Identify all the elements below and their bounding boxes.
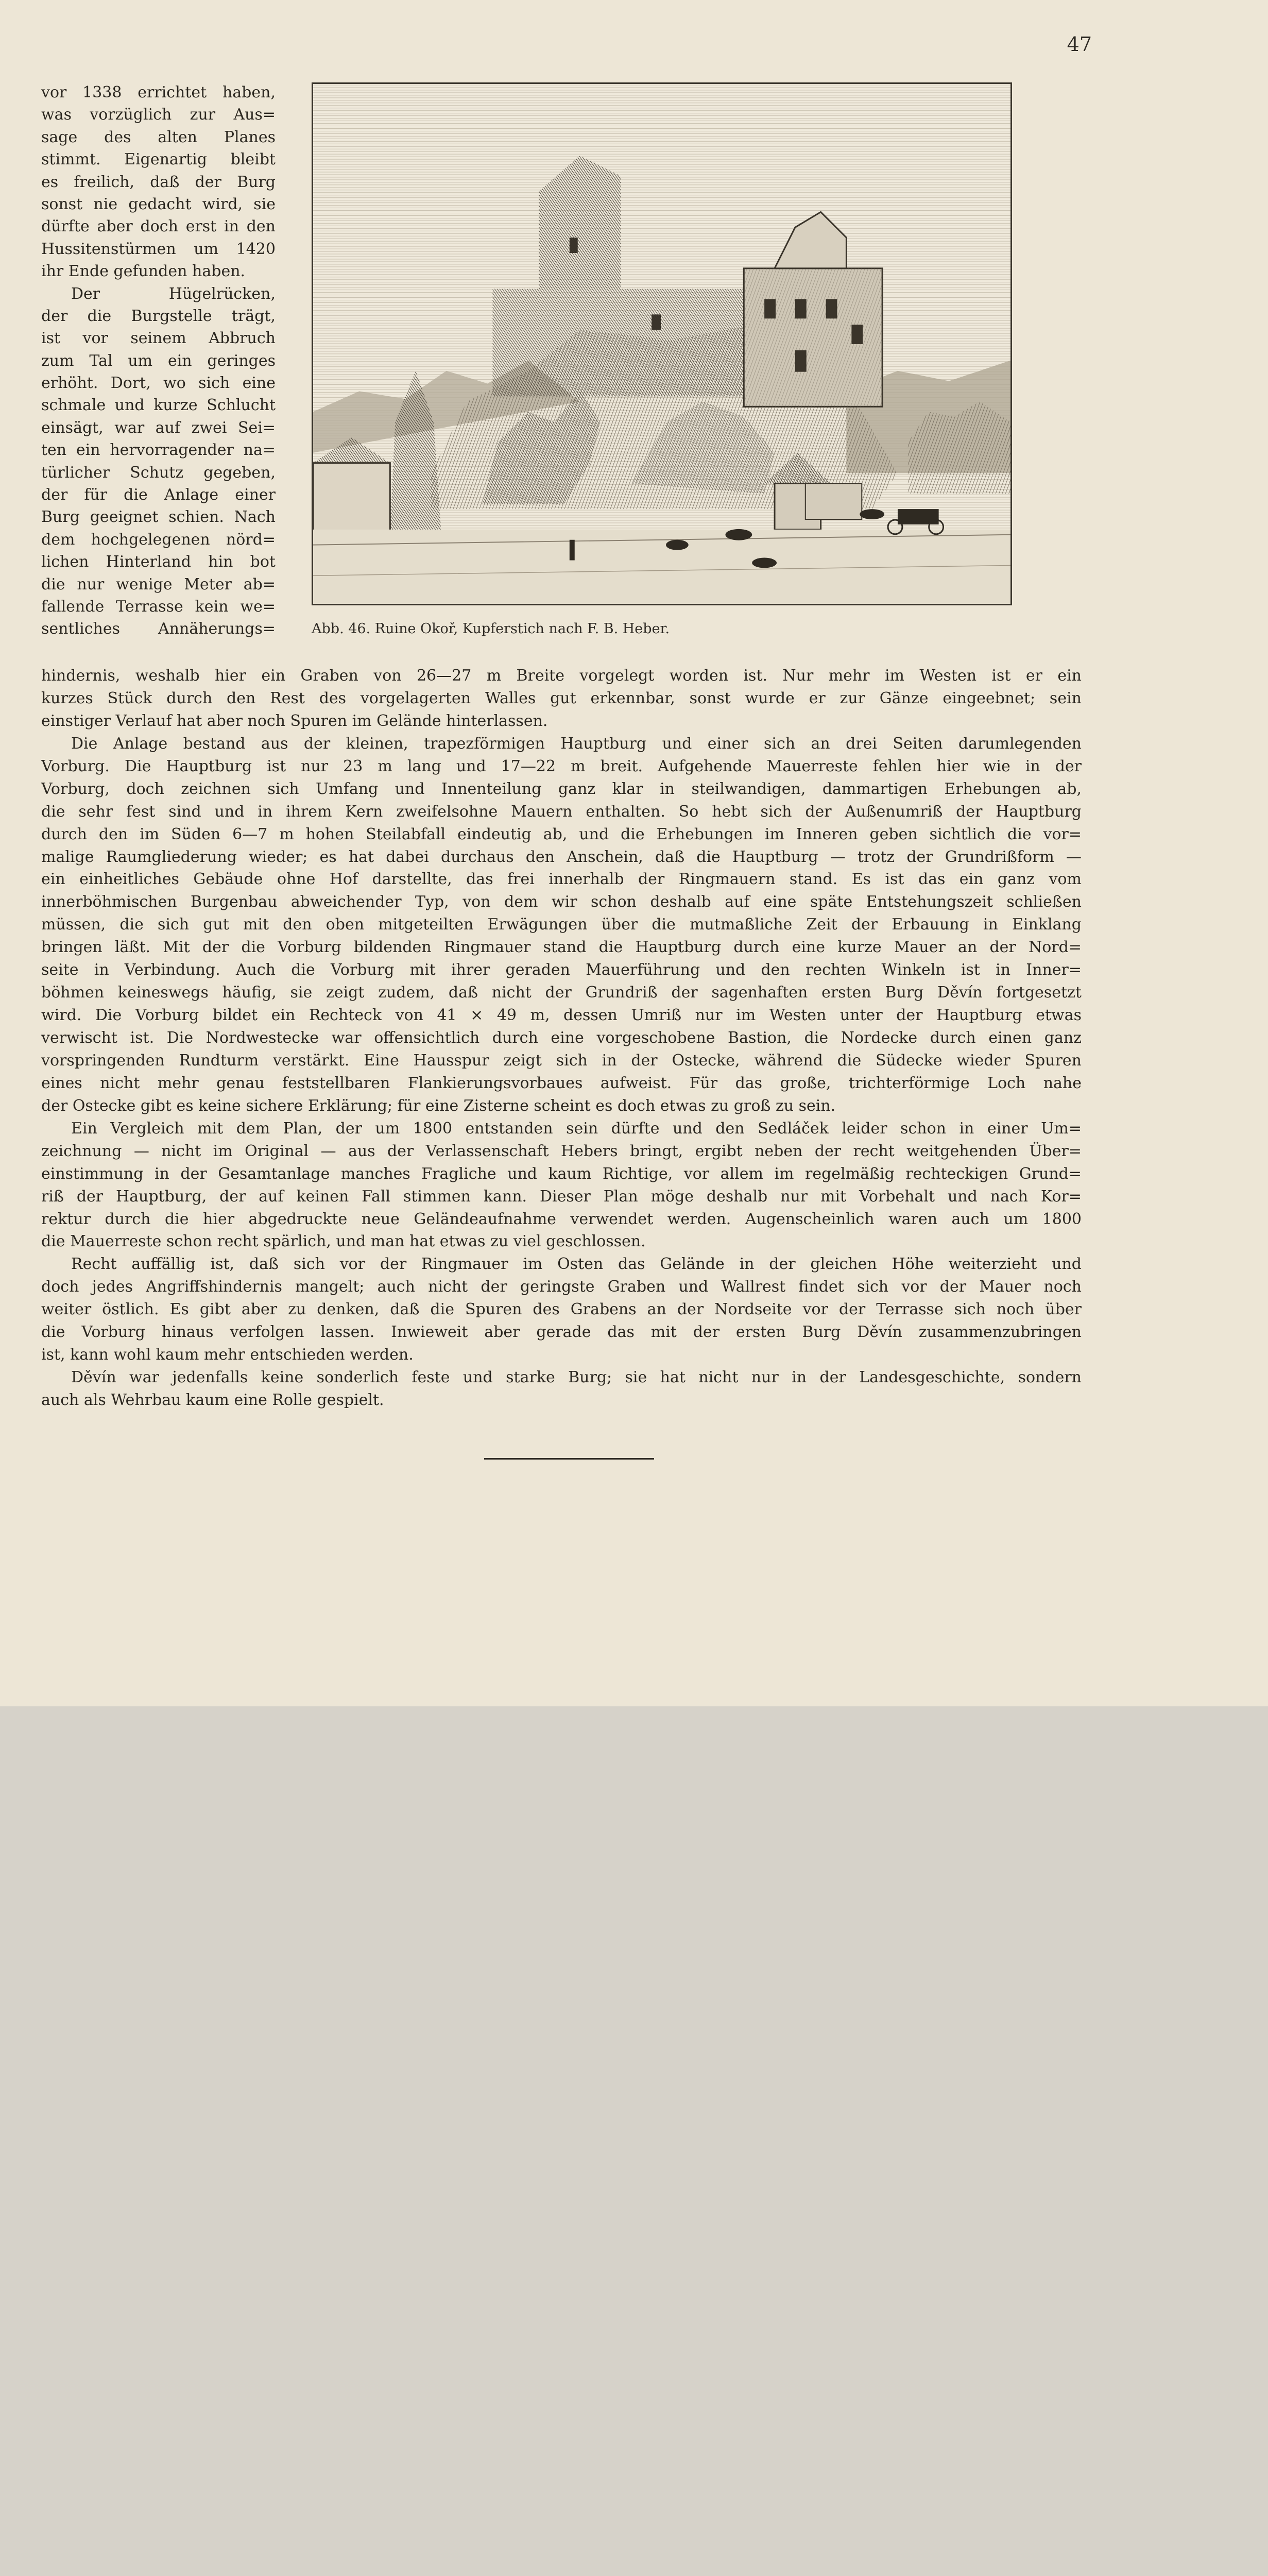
text-line: die Mauerreste schon recht spärlich, und man hat etwas zu viel geschlossen. bbox=[41, 1232, 646, 1251]
text-line: Děvín war jedenfalls keine sonderlich feste und starke Burg; sie hat nicht nur in der Landesgeschichte, sondern bbox=[71, 1368, 1082, 1387]
text-line: auch als Wehrbau kaum eine Rolle gespielt. bbox=[41, 1391, 384, 1409]
text-line: doch jedes Angriffshindernis mangelt; auch nicht der geringste Graben und Wallrest findet sich vor der Mauer noch bbox=[41, 1278, 1082, 1296]
text-line: Die Anlage bestand aus der kleinen, trapezförmigen Hauptburg und einer sich an drei Seiten darumlegenden bbox=[71, 734, 1082, 753]
text-line: vor 1338 errichtet haben, bbox=[41, 83, 276, 101]
text-line: der für die Anlage einer bbox=[41, 486, 276, 504]
text-line: erhöht. Dort, wo sich eine bbox=[41, 374, 276, 393]
main-text-body bbox=[41, 665, 1082, 1412]
text-line: malige Raumgliederung wieder; es hat dabei durchaus den Anschein, daß die Hauptburg — trotz der Grundrißform — bbox=[41, 848, 1082, 866]
text-line: kurzes Stück durch den Rest des vorgelagerten Walles gut erkennbar, sonst wurde er zur Gänze eingeebnet; sein bbox=[41, 689, 1082, 707]
text-line: was vorzüglich zur Aus= bbox=[41, 106, 276, 124]
text-line: ist vor seinem Abbruch bbox=[41, 329, 276, 348]
castle-ruin-engraving bbox=[312, 82, 1012, 605]
text-line: sentliches Annäherungs= bbox=[41, 620, 276, 638]
text-line: ihr Ende gefunden haben. bbox=[41, 262, 246, 281]
text-line: stimmt. Eigenartig bleibt bbox=[41, 150, 276, 169]
text-line: riß der Hauptburg, der auf keinen Fall stimmen kann. Dieser Plan möge deshalb nur mit Vorbehalt und nach Kor= bbox=[41, 1187, 1082, 1206]
text-line: ist, kann wohl kaum mehr entschieden werden. bbox=[41, 1346, 414, 1364]
text-line: lichen Hinterland hin bot bbox=[41, 553, 276, 571]
text-line: hindernis, weshalb hier ein Graben von 26—27 m Breite vorgelegt worden ist. Nur mehr im Westen ist er ein bbox=[41, 667, 1082, 685]
text-line: die Vorburg hinaus verfolgen lassen. Inwieweit aber gerade das mit der ersten Burg Děvín zusammenzubringen bbox=[41, 1323, 1082, 1342]
text-line: verwischt ist. Die Nordwestecke war offensichtlich durch eine vorgeschobene Bastion, die Nordecke durch einen ganz bbox=[41, 1029, 1082, 1047]
text-line: bringen läßt. Mit der die Vorburg bildenden Ringmauer stand die Hauptburg durch eine kurze Mauer an der Nord= bbox=[41, 938, 1082, 957]
text-line: ten ein hervorragender na= bbox=[41, 441, 276, 460]
text-line: einsägt, war auf zwei Sei= bbox=[41, 418, 276, 437]
text-line: innerböhmischen Burgenbau abweichender Typ, von dem wir schon deshalb auf eine späte Entstehungszeit schließen bbox=[41, 893, 1082, 911]
text-line: sonst nie gedacht wird, sie bbox=[41, 195, 276, 213]
text-line: Vorburg, doch zeichnen sich Umfang und Innenteilung ganz klar in steilwandigen, dammartigen Erhebungen ab, bbox=[41, 779, 1082, 798]
text-line: der Ostecke gibt es keine sichere Erklärung; für eine Zisterne scheint es doch etwas zu groß zu sein. bbox=[41, 1096, 836, 1115]
text-line: seite in Verbindung. Auch die Vorburg mit ihrer geraden Mauerführung und den rechten Winkeln ist in Inner= bbox=[41, 961, 1082, 979]
figure-caption: Abb. 46. Ruine Okoř, Kupferstich nach F. B. Heber. bbox=[312, 621, 670, 637]
page-number: 47 bbox=[1067, 33, 1092, 56]
text-line: rektur durch die hier abgedruckte neue Geländeaufnahme verwendet werden. Augenscheinlich waren auch um 1800 bbox=[41, 1210, 1082, 1228]
text-line: dem hochgelegenen nörd= bbox=[41, 530, 276, 549]
text-line: die nur wenige Meter ab= bbox=[41, 575, 276, 594]
text-line: zeichnung — nicht im Original — aus der Verlassenschaft Hebers bringt, ergibt neben der recht weitgehenden Über= bbox=[41, 1142, 1082, 1160]
library-footer-bar bbox=[0, 1706, 1268, 1804]
text-line: wird. Die Vorburg bildet ein Rechteck von 41 × 49 m, dessen Umriß nur im Westen unter der Hauptburg etwas bbox=[41, 1006, 1082, 1025]
text-line: die sehr fest sind und in ihrem Kern zweifelsohne Mauern enthalten. So hebt sich der Außenumriß der Hauptburg bbox=[41, 802, 1082, 821]
text-line: schmale und kurze Schlucht bbox=[41, 396, 276, 415]
text-line: dürfte aber doch erst in den bbox=[41, 217, 276, 236]
text-line: es freilich, daß der Burg bbox=[41, 173, 276, 191]
text-line: ein einheitliches Gebäude ohne Hof darstellte, das frei innerhalb der Ringmauern stand. Es ist das ein ganz vom bbox=[41, 870, 1082, 889]
left-text-column bbox=[41, 81, 276, 640]
text-line: durch den im Süden 6—7 m hohen Steilabfall eindeutig ab, und die Erhebungen im Inneren geben sichtlich die vor= bbox=[41, 825, 1082, 843]
text-line: einstiger Verlauf hat aber noch Spuren im Gelände hinterlassen. bbox=[41, 711, 548, 730]
text-line: müssen, die sich gut mit den oben mitgeteilten Erwägungen über die mutmaßliche Zeit der Erbauung in Einklang bbox=[41, 916, 1082, 934]
text-line: Vorburg. Die Hauptburg ist nur 23 m lang und 17—22 m breit. Aufgehende Mauerreste fehlen hier wie in der bbox=[41, 757, 1082, 775]
text-line: weiter östlich. Es gibt aber zu denken, daß die Spuren des Grabens an der Nordseite vor der Terrasse sich noch über bbox=[41, 1300, 1082, 1319]
text-line: türlicher Schutz gegeben, bbox=[41, 463, 276, 482]
text-line: zum Tal um ein geringes bbox=[41, 351, 276, 370]
text-line: sage des alten Planes bbox=[41, 128, 276, 146]
text-line: Ein Vergleich mit dem Plan, der um 1800 entstanden sein dürfte und den Sedláček leider schon in einer Um= bbox=[71, 1119, 1082, 1138]
text-line: einstimmung in der Gesamtanlage manches Fragliche und kaum Richtige, vor allem im regelmäßig rechteckigen Grund= bbox=[41, 1164, 1082, 1183]
text-line: Hussitenstürmen um 1420 bbox=[41, 240, 276, 258]
text-line: fallende Terrasse kein we= bbox=[41, 597, 276, 616]
text-line: Burg geeignet schien. Nach bbox=[41, 508, 276, 527]
text-line: Recht auffällig ist, daß sich vor der Ringmauer im Osten das Gelände in der gleichen Höhe weiterzieht und bbox=[71, 1255, 1082, 1274]
text-line: vorspringenden Rundturm verstärkt. Eine Hausspur zeigt sich in der Ostecke, während die Südecke wieder Spuren bbox=[41, 1051, 1082, 1070]
end-rule bbox=[484, 1458, 654, 1460]
text-line: Der Hügelrücken, bbox=[71, 284, 276, 303]
text-line: eines nicht mehr genau feststellbaren Flankierungsvorbaues aufweist. Für das große, trichterförmige Loch nahe bbox=[41, 1074, 1082, 1092]
text-line: der die Burgstelle trägt, bbox=[41, 307, 276, 325]
text-line: böhmen keineswegs häufig, sie zeigt zudem, daß nicht der Grundriß der sagenhaften ersten Burg Děvín fortgesetzt bbox=[41, 984, 1082, 1002]
